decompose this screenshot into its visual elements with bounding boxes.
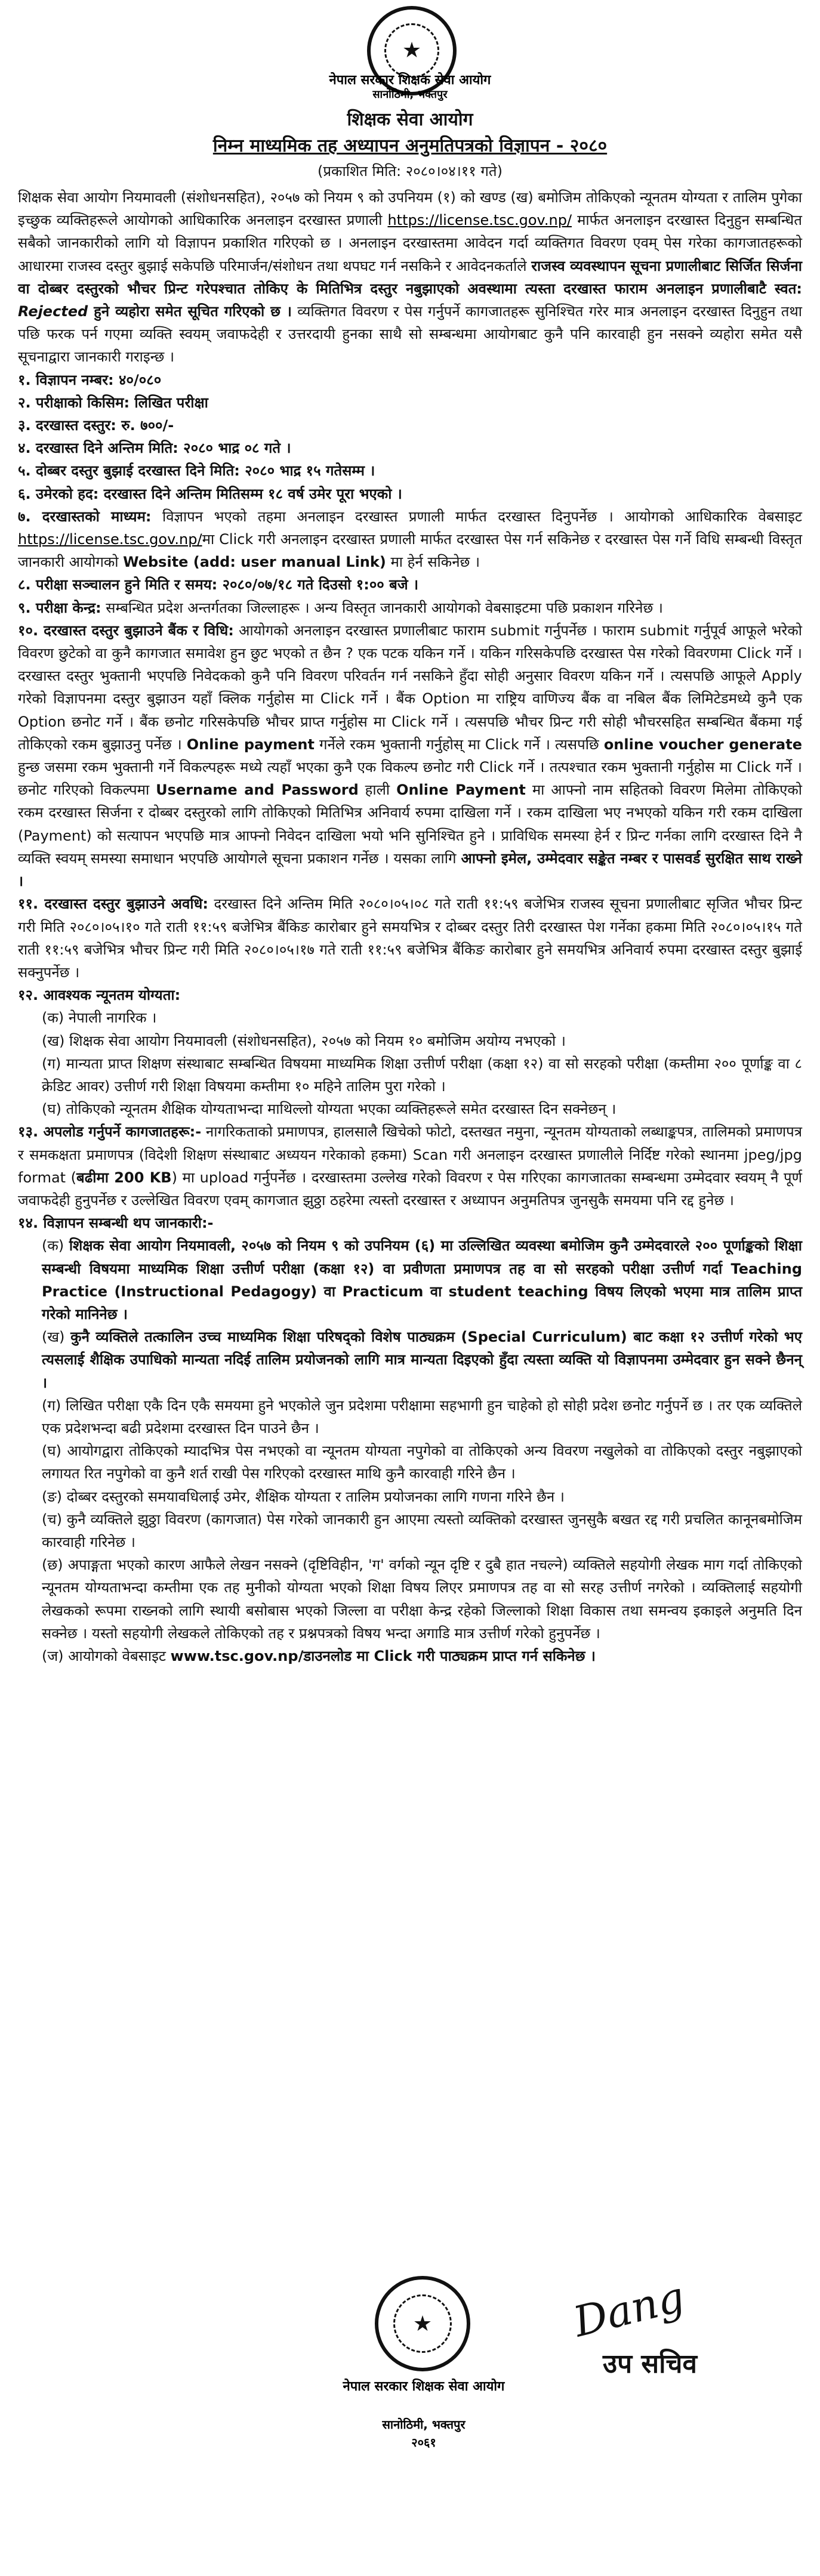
item-8: ८. परीक्षा सञ्चालन हुने मिति र समय: २०८०/०७/१८ गते दिउसो १:०० बजे । [18, 576, 419, 594]
seal-year: २०६१ [411, 2435, 436, 2450]
signatory-title: उप सचिव [603, 2349, 697, 2379]
item-14-nga: (ङ) दोब्बर दस्तुरको समयावधिलाई उमेर, शैक्षिक योग्यता र तालिम प्रयोजनका लागि गणना गरिने छैन । [42, 1488, 565, 1505]
item-12-ka: (क) नेपाली नागरिक । [42, 1009, 157, 1027]
advertisement-body [18, 186, 802, 1667]
item-10-text-2: गर्नेले रकम भुक्तानी गर्नुहोस् मा Click गर्ने । त्यसपछि [314, 736, 604, 753]
item-10-text-6: प्राविधिक समस्या हेर्न र प्रिन्ट गर्नका लागि दरखास्त दिने नै व्यक्ति स्वयम् समस्या समाधान भएपछि आयोगले सूचना प्रकाशन गर्नेछ । यसका लागि [18, 827, 802, 867]
item-10-text-4: हाली [358, 782, 397, 799]
intro-bold-1: राजस्व व्यवस्थापन सूचना प्रणालीबाट सिर्जित सिर्जना वा दोब्बर दस्तुरको भौचर प्रिन्ट गरेपश्चात तोकिए के मितिभित्र दस्तुर नबुझाएको अवस्थामा त्यस्ता दरखास्त फाराम अनलाइन प्रणालीबाटै स्वत: [18, 257, 802, 297]
signature: Dang [568, 2272, 689, 2347]
item-12-kha: (ख) शिक्षक सेवा आयोग नियमावली (संशोधनसहित), २०५७ को नियम १० बमोजिम अयोग्य नभएको । [42, 1032, 566, 1049]
item-14-kha-bold: कुनै व्यक्तिले तत्कालिन उच्च माध्यमिक शिक्षा परिषद्को विशेष पाठ्यक्रम (Special Curriculum) बाट कक्षा १२ उत्तीर्ण गरेको भए त्यसलाई शैक्षिक उपाधिको मान्यता नदिई तालिम प्रयोजनको लागि मात्र मान्यता दिइएको हुँदा त्यस्ता व्यक्ति यो विज्ञापनमा उम्मेदवार हुन सक्ने छैनन् । [42, 1329, 802, 1391]
intro-text-3: व्यक्तिगत विवरण र पेस गर्नुपर्ने कागजातहरू सुनिश्चित गरेर मात्र अनलाइन दरखास्त दिनुहुन तथा पछि फरक पर्न गएमा व्यक्ति स्वयम् जवाफदेही र उत्तरदायी हुनका साथै सो सम्बन्धमा आयोगबाट कुनै पनि कारवाही हुन नसक्ने व्यहोरा समेत यसै सूचनाद्वारा जानकारी गराइन्छ । [18, 303, 802, 366]
item-14-gha: (घ) आयोगद्वारा तोकिएको म्यादभित्र पेस नभएको वा न्यूनतम योग्यता नपुगेको वा तोकिएको अन्य विवरण नखुलेको वा तोकिएको दस्तुर नबुझाएको लगायत रित नपुगेको वा कुनै शर्त राखी पेस गरिएको दरखास्त माथि कुनै कारवाही गरिने छैन । [42, 1443, 802, 1482]
official-seal-icon [375, 2276, 470, 2371]
org-name: नेपाल सरकार शिक्षक सेवा आयोग [329, 73, 491, 88]
item-14-cha: (च) कुनै व्यक्तिले झुठ्ठा विवरण (कागजात) पेस गरेको जानकारी हुन आएमा त्यस्तो व्यक्तिको दरखास्त जुनसुकै बखत रद्द गरी प्रचलित कानूनबमोजिम कारवाही गरिनेछ । [42, 1511, 802, 1550]
item-13-head: १३. अपलोड गर्नुपर्ने कागजातहरू:- [18, 1123, 202, 1141]
item-12-gha: (घ) तोकिएको न्यूनतम शैक्षिक योग्यताभन्दा माथिल्लो योग्यता भएका व्यक्तिहरूले समेत दरखास्त दिन सक्नेछन् । [42, 1101, 616, 1118]
seal-place: सानोठिमी, भक्तपुर [382, 2417, 466, 2432]
item-14-chha: (छ) अपाङ्गता भएको कारण आफैले लेखन नसक्ने (दृष्टिविहीन, 'ग' वर्गको न्यून दृष्टि र दुबै हात नचल्ने) व्यक्तिले सहयोगी लेखक माग गर्दा तोकिएको न्यूनतम योग्यताभन्दा कम्तीमा एक तह मुनीको योग्यता भएको शिक्षा विषय लिएर प्रमाणपत्र तह वा सो सरह उत्तीर्ण नगरेको । व्यक्तिलाई सहयोगी लेखकको रूपमा राख्नको लागि स्थायी बसोबास भएको जिल्ला वा परीक्षा केन्द्र रहेको जिल्लाको शिक्षा विकास तथा समन्वय इकाइले अनुमति दिन सक्नेछ । यस्तो सहयोगी लेखकले तोकिएको तह र प्रश्नपत्रको विषय भन्दा अगाडि मात्र उत्तीर्ण गरेको हुनुपर्नेछ । [42, 1556, 802, 1642]
item-13-text-2: ) मा upload गर्नुपर्नेछ । दरखास्तमा उल्लेख गरेको विवरण र पेस गरिएका कागजातका सम्बन्धमा उम्मेदवार स्वयम् नै पूर्ण जवाफदेही हुनुपर्नेछ र उल्लेखित विवरण एवम् कागजात झुठ्ठा ठहरेमा त्यस्तो दरखास्त र अध्यापन अनुमतिपत्र जुनसुकै समयमा पनि रद्द हुनेछ । [18, 1169, 803, 1209]
item-7-text-2: मा Click गरी अनलाइन दरखास्त प्रणाली मार्फत दरखास्त पेस गर्न सकिनेछ र दरखास्त पेस गर्ने विधि सम्बन्धी विस्तृत जानकारी आयोगको [18, 531, 802, 571]
item-11-head: ११. दरखास्त दस्तुर बुझाउने अवधि: [18, 895, 208, 913]
item-12-ga: (ग) मान्यता प्राप्त शिक्षण संस्थाबाट सम्बन्धित विषयमा माध्यमिक शिक्षा उत्तीर्ण परीक्षा (कक्षा १२) वा सो सरहको परीक्षा (कम्तीमा २०० पूर्णाङ्क वा ८ क्रेडिट आवर) उत्तीर्ण गरी शिक्षा विषयमा कम्तीमा १० महिने तालिम पुरा गरेको । [42, 1055, 802, 1095]
item-6: ६. उमेरको हद: दरखास्त दिने अन्तिम मितिसम्म १८ वर्ष उमेर पूरा भएको । [18, 485, 402, 502]
item-3: ३. दरखास्त दस्तुर: रु. ७००/- [18, 417, 174, 434]
item-14-ja [18, 1645, 802, 1667]
item-9-head: ९. परीक्षा केन्द्र: [18, 599, 101, 616]
item-13-text-1: नागरिकताको प्रमाणपत्र, हालसालै खिचेको फोटो, दस्तखत नमुना, न्यूनतम योग्यताको लब्धाङ्कपत्र, तालिमको प्रमाणपत्र र समकक्षता प्रमाणपत्र (विदेशी शिक्षण संस्थाबाट अध्ययन गरेकाको हकमा) Scan गरी अनलाइन दरखास्त प्रणालीले निर्दिष्ट गरेको स्थानमा jpeg/jpg format ( [18, 1123, 802, 1186]
item-5: ५. दोब्बर दस्तुर बुझाई दरखास्त दिने मिति: २०८० भाद्र १५ गतेसम्म । [18, 462, 375, 480]
item-14-head: १४. विज्ञापन सम्बन्धी थप जानकारी:- [18, 1215, 214, 1232]
seal-inner-icon: ★ [393, 2294, 452, 2353]
item-10-text-1: आयोगको अनलाइन दरखास्त प्रणालीबाट फाराम submit गर्नुपर्नेछ । फाराम submit गर्नुपूर्व आफूले भरेको विवरण छुटेको वा कुनै कागजात समावेश हुन छुट भएको त छैन ? एक पटक यकिन गर्ने । यकिन गरिसकेपछि दरखास्त पेस गरेको विवरणमा Click गर्ने । दरखास्त दस्तुर भुक्तानी भएपछि निवेदकको कुनै पनि विवरण परिवर्तन गर्न नसकिने हुँदा सोही अनुसार विवरण यकिन गर्ने । त्यसपछि आफूले Apply गरेको विज्ञापनमा दस्तुर बुझाउन यहाँ क्लिक गर्नुहोस मा Click गर्ने । बैंक Option मा राष्ट्रिय वाणिज्य बैंक वा नबिल बैंक लिमिटेडमध्ये कुनै एक Option छनोट गर्ने । बैंक छनोट गरिसकेपछि भौचर प्राप्त गर्नुहोस मा Click गर्ने । त्यसपछि भौचर प्रिन्ट गरी सोही भौचरसहित सम्बन्धित बैंकमा गई तोकिएको रकम बुझाउनु पर्नेछ । [18, 622, 802, 753]
item-11 [18, 892, 802, 984]
commission-name: शिक्षक सेवा आयोग [347, 109, 473, 130]
item-12-head: १२. आवश्यक न्यूनतम योग्यता: [18, 987, 181, 1004]
item-14-ja-label: (ज) आयोगको वेबसाइट [42, 1648, 171, 1664]
item-14-kha-label: (ख) [42, 1329, 71, 1346]
page-title: निम्न माध्यमिक तह अध्यापन अनुमतिपत्रको विज्ञापन - २०८० [212, 135, 608, 156]
item-9-text: सम्बन्धित प्रदेश अन्तर्गतका जिल्लाहरू । अन्य विस्तृत जानकारी आयोगको वेबसाइटमा पछि प्रकाशन गरिनेछ । [101, 599, 663, 616]
item-7-text-1: विज्ञापन भएको तहमा अनलाइन दरखास्त प्रणाली मार्फत दरखास्त दिनुपर्नेछ । आयोगको आधिकारिक वेबसाइट [151, 508, 803, 525]
item-7 [18, 505, 802, 574]
item-9 [18, 597, 802, 619]
intro-text-1: शिक्षक सेवा आयोग नियमावली (संशोधनसहित), २०५७ को नियम ९ को उपनियम (१) को खण्ड (ख) बमोजिम तोकिएको न्यूनतम योग्यता र तालिम पुगेका इच्छुक व्यक्तिहरूले आयोगको आधिकारिक अनलाइन दरखास्त प्रणाली [18, 189, 802, 229]
item-10-bold-1: Online payment [186, 736, 315, 753]
item-10 [18, 619, 802, 892]
item-4: ४. दरखास्त दिने अन्तिम मिति: २०८० भाद्र ०८ गते । [18, 440, 291, 457]
item-14-ka [18, 1234, 802, 1326]
item-14-ka-label: (क) [42, 1237, 69, 1255]
emblem-inner-icon: ★ [384, 23, 439, 78]
item-7-bold: Website (add: user manual Link) [123, 554, 386, 571]
intro-text-2: मार्फत अनलाइन दरखास्त दिनुहुन सम्बन्धित सबैको जानकारीको लागि यो विज्ञापन प्रकाशित गरिएको छ । अनलाइन दरखास्तमा आवेदन गर्दा व्यक्तिगत विवरण एवम् पेस गरेका कागजातहरूको आधारमा राजस्व दस्तुर बुझाई सकेपछि परिमार्जन/संशोधन तथा थपघट गर्न नसकिने र आवेदनकर्ताले [18, 212, 802, 274]
item-14-ja-bold: www.tsc.gov.np/डाउनलोड मा Click गरी पाठ्यक्रम प्राप्त गर्न सकिनेछ । [170, 1648, 596, 1664]
item-10-text-5: मा आफ्नो नाम सहितको विवरण मिलेमा तोकिएको रकम दरखास्त सिर्जना र दोब्बर दस्तुरको लागि तोकिएको मितिभित्र अनिवार्य रुपमा दाखिला गर्ने । रकम दाखिला भए नभएको यकिन गरी रकम दाखिला (Payment) को सत्यापन भएपछि मात्र आफ्नो निवेदन दाखिला भयो भनि सुनिश्चित हुने । [18, 782, 802, 844]
intro-bold-2: हुने व्यहोरा समेत सूचित गरिएको छ । [94, 303, 292, 320]
intro-paragraph [18, 186, 802, 369]
item-13-bold: बढीमा 200 KB [76, 1169, 172, 1186]
item-14-kha [18, 1326, 802, 1394]
item-13 [18, 1120, 802, 1212]
item-11-text: दरखास्त दिने अन्तिम मिति २०८०।०५।०८ गते राती ११:५९ बजेभित्र राजस्व सूचना प्रणालीबाट सृजित भौचर प्रिन्ट गरी मिति २०८०।०५।१० गते राती ११:५९ बजेभित्र बैंकिङ कारोबार हुने समयभित्र र दोब्बर दस्तुर तिरी दरखास्त पेश गर्नेका हकमा मिति २०८०।०५।१५ गते राती ११:५९ बजेभित्र भौचर प्रिन्ट गरी मिति २०८०।०५।१७ गते राती ११:५९ बजेभित्र बैंकिङ कारोबार हुने समयभित्र अनिवार्य रुपमा दरखास्त दस्तुर बुझाई सक्नुपर्नेछ । [18, 895, 802, 981]
item-7-text-3: मा हेर्न सकिनेछ । [386, 554, 480, 571]
item-10-bold-5: आफ्नो इमेल, उम्मेदवार सङ्केत नम्बर र पासवर्ड सुरक्षित साथ राख्ने । [18, 850, 802, 890]
rejected-label: Rejected [18, 303, 94, 320]
item-10-text-3: हुन्छ जसमा रकम भुक्तानी गर्ने विकल्पहरू मध्ये त्यहाँ भएका कुनै एक विकल्प छनोट गरी Click गर्ने । तत्पश्चात रकम भुक्तानी गर्नुहोस मा Click गर्ने । छनोट गरिएको विकल्पमा [18, 759, 802, 799]
signature-block [561, 2272, 740, 2386]
item-10-bold-4: Online Payment [396, 782, 526, 799]
item-1: १. विज्ञापन नम्बर: ४०/०८० [18, 371, 162, 388]
org-location: सानोठिमी, भक्तपुर [372, 88, 448, 101]
item-10-bold-3: Username and Password [156, 782, 359, 799]
item-14-ga: (ग) लिखित परीक्षा एकै दिन एकै समयमा हुने भएकोले जुन प्रदेशमा परीक्षामा सहभागी हुन चाहेको हो सोही प्रदेश छनोट गर्नुपर्ने छ । तर एक व्यक्तिले एक प्रदेशभन्दा बढी प्रदेशमा दरखास्त दिन पाउने छैन । [42, 1397, 802, 1437]
item-7-link[interactable]: https://license.tsc.gov.np/ [18, 531, 202, 548]
item-7-head: ७. दरखास्तको माध्यम: [18, 508, 152, 525]
item-10-bold-2: online voucher generate [603, 736, 803, 753]
item-10-head: १०. दरखास्त दस्तुर बुझाउने बैंक र विधि: [18, 622, 234, 639]
item-14-ka-bold: शिक्षक सेवा आयोग नियमावली, २०५७ को नियम ९ को उपनियम (६) मा उल्लिखित व्यवस्था बमोजिम कुनै उम्मेदवारले २०० पूर्णाङ्कको शिक्षा सम्बन्धी विषयमा माध्यमिक शिक्षा उत्तीर्ण परीक्षा (कक्षा १२) वा प्रवीणता प्रमाणपत्र तह वा सो सरहको परीक्षा उत्तीर्ण गर्दा Teaching Practice (Instructional Pedagogy) वा Practicum वा student teaching विषय लिएको भएमा मात्र तालिम प्राप्त गरेको मानिनेछ । [42, 1237, 802, 1323]
item-2: २. परीक्षाको किसिम: लिखित परीक्षा [18, 394, 208, 411]
published-date: (प्रकाशित मिति: २०८०।०४।११ गते) [317, 163, 503, 180]
seal-org: नेपाल सरकार शिक्षक सेवा आयोग [343, 2379, 505, 2394]
license-link[interactable]: https://license.tsc.gov.np/ [387, 212, 572, 229]
